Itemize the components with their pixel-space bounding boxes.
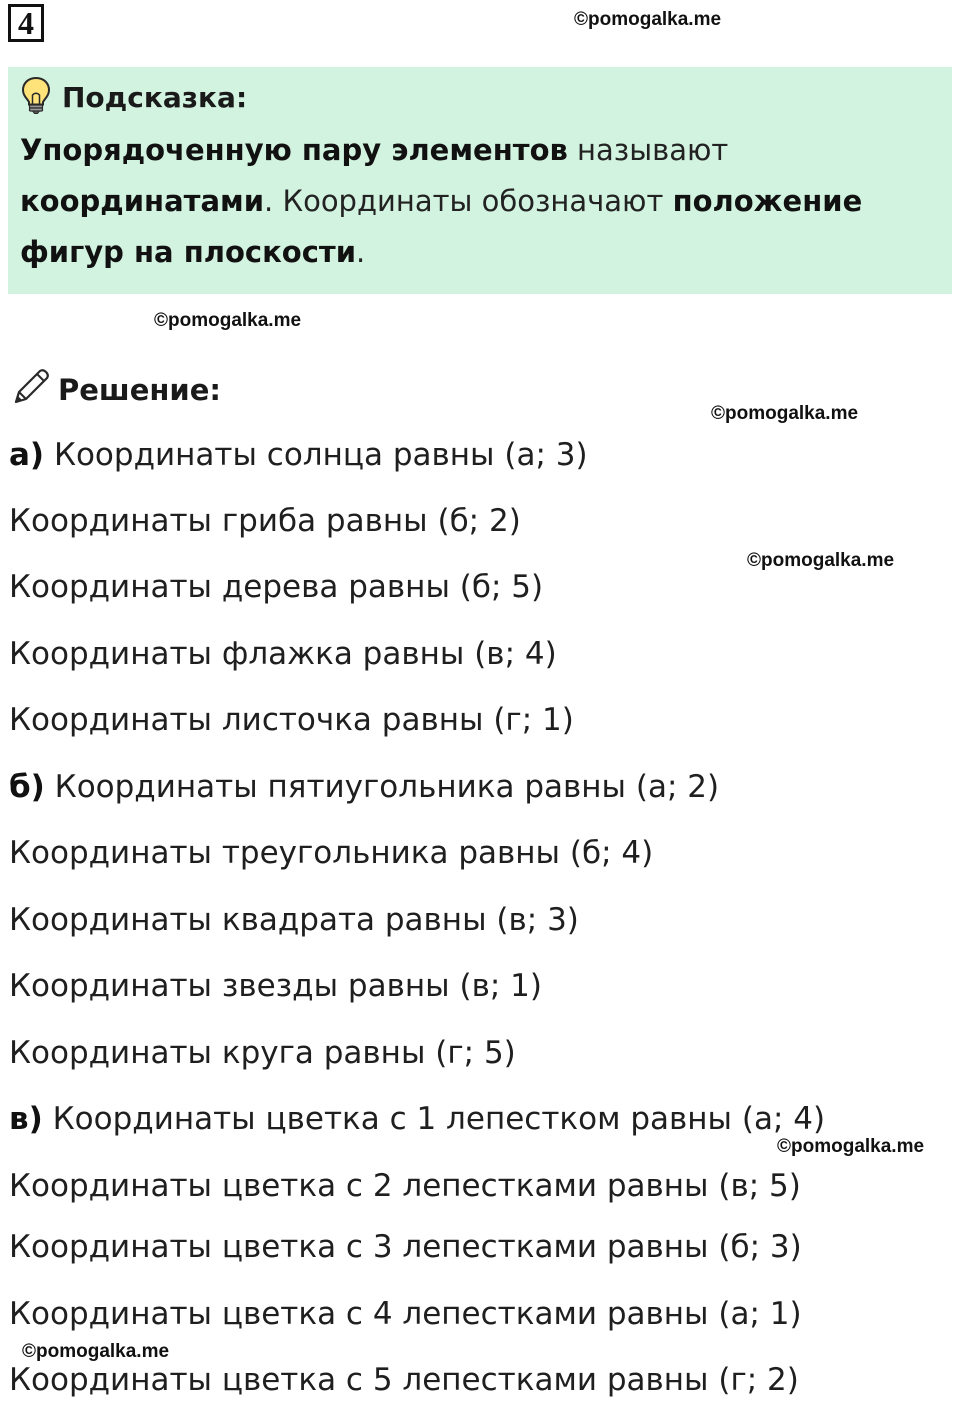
hint-bold-term: Упорядоченную пару элементов [20,133,568,167]
solution-line [9,1101,825,1137]
solution-line [9,1168,801,1204]
solution-line [9,1035,516,1071]
solution-line [9,835,653,871]
solution-line-text: Координаты листочка равны (г; 1) [9,702,574,738]
hint-header [20,77,940,117]
solution-line [9,569,543,605]
solution-title: Решение: [58,372,222,407]
solution-line [9,437,588,473]
solution-line [9,1229,802,1265]
solution-line-text: Координаты цветка с 5 лепестками равны (г; 2) [9,1362,799,1398]
hint-text-part: называют [567,133,729,167]
solution-line-text: Координаты флажка равны (в; 4) [9,636,557,672]
solution-line-text: Координаты квадрата равны (в; 3) [9,902,579,938]
solution-line [9,769,719,805]
hint-bold-term: координатами [20,184,265,218]
solution-line-text: Координаты цветка с 4 лепестками равны (а; 1) [9,1296,802,1332]
solution-line [9,1296,802,1332]
pencil-icon [10,366,52,413]
solution-line-text: Координаты солнца равны (а; 3) [44,437,588,473]
solution-line-text: Координаты звезды равны (в; 1) [9,968,542,1004]
hint-box [8,67,952,294]
hint-title: Подсказка: [62,80,248,114]
solution-line-text: Координаты цветка с 3 лепестками равны (б; 3) [9,1229,802,1265]
watermark: ©pomogalka.me [154,310,302,331]
solution-line-text: Координаты цветка с 1 лепестком равны (а; 4) [42,1101,826,1137]
solution-line-text: Координаты дерева равны (б; 5) [9,569,544,605]
solution-line-text: Координаты пятиугольника равны (а; 2) [44,769,720,805]
hint-text-part: . Координаты обозначают [264,184,673,218]
solution-line [9,503,521,539]
solution-line-text: Координаты цветка с 2 лепестками равны (в; 5) [9,1168,801,1204]
watermark: ©pomogalka.me [711,403,859,424]
hint-text-part: . [356,235,366,269]
solution-line [9,1362,799,1398]
solution-line-text: Координаты круга равны (г; 5) [9,1035,516,1071]
part-label: в) [9,1101,43,1137]
part-label: а) [9,437,45,473]
watermark: ©pomogalka.me [747,550,895,571]
solution-line [9,702,574,738]
watermark: ©pomogalka.me [777,1136,925,1157]
hint-bold-term: положение фигур на плоскости [20,184,863,269]
solution-line-text: Координаты треугольника равны (б; 4) [9,835,654,871]
solution-line-text: Координаты гриба равны (б; 2) [9,503,521,539]
hint-text [20,125,910,278]
task-number: 4 [8,4,44,42]
watermark: ©pomogalka.me [574,9,722,30]
solution-line [9,902,579,938]
solution-line [9,636,557,672]
lightbulb-icon [20,76,52,119]
solution-header [10,366,221,413]
solution-line [9,968,542,1004]
watermark: ©pomogalka.me [22,1341,170,1362]
part-label: б) [9,769,45,805]
